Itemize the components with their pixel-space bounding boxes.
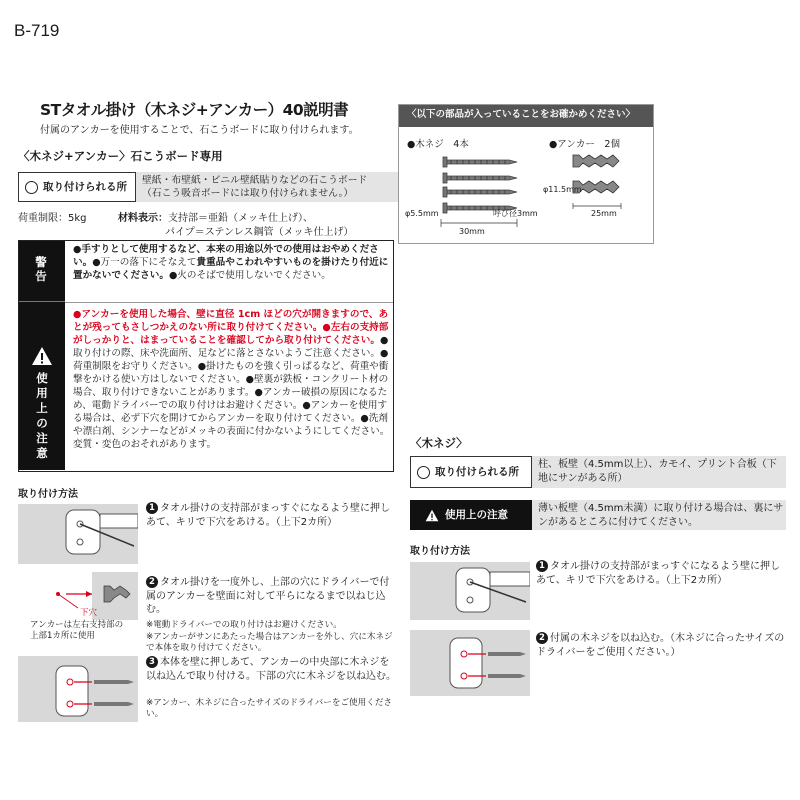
howto-right-heading: 取り付け方法 — [410, 546, 470, 557]
warning-sidebar — [19, 241, 65, 470]
screw-illustration-icon — [439, 153, 549, 217]
right-step2-text: 付属の木ネジを以ね込む。（木ネジに合ったサイズのドライバーをご使用ください。） — [536, 633, 785, 658]
mokuneji-caution-label-box — [410, 500, 532, 530]
document-title: STタオル掛け（木ネジ+アンカー）40説明書 — [40, 101, 349, 119]
anchor-section-heading: 〈木ネジ+アンカー〉石こうボード専用 — [18, 149, 223, 163]
install-text-line-1: 壁紙・布壁紙・ビニル壁紙貼りなどの石こうボード — [142, 175, 368, 186]
warning-divider — [19, 301, 65, 302]
dim-screw-diameter: φ5.5mm — [405, 209, 439, 218]
caution-triangle-icon — [425, 509, 439, 522]
step-number: 1 — [536, 560, 548, 572]
screw-install-icon — [410, 630, 530, 696]
parts-box — [398, 104, 654, 244]
document-subtitle: 付属のアンカーを使用することで、石こうボードに取り付けられます。 — [40, 125, 359, 136]
shita-ana-label: 下穴 — [80, 608, 98, 618]
step2-note-a: ※電動ドライバーでの取り付けはお避けください。 — [146, 620, 342, 630]
anchor-install-row — [18, 172, 398, 202]
anchor-note-line-2: 上部1カ所に使用 — [30, 631, 95, 642]
howto-left-step2 — [146, 576, 396, 617]
mokuneji-caution-row — [410, 500, 786, 530]
mokuneji-install-text: 柱、板壁（4.5mm以上）、カモイ、プリント合板（下地にサンがある所） — [538, 459, 777, 484]
step2-text: タオル掛けを一度外し、上部の穴にドライバーで付属のアンカーを壁面に対して平らになるまで以ねじ込む。 — [146, 577, 390, 616]
warning-tail: ●火のそばで使用しないでください。 — [168, 270, 331, 282]
right-step1-text: タオル掛けの支持部がまっすぐになるよう壁に押しあて、キリで下穴をあける。（上下2カ所） — [536, 561, 780, 586]
step1-illustration — [18, 504, 138, 564]
screw-install-icon — [18, 656, 138, 722]
howto-right-step2 — [536, 632, 786, 659]
mokuneji-install-label: 取り付けられる所 — [435, 465, 519, 478]
material-label: 材料表示： — [118, 213, 168, 224]
howto-left-step3 — [146, 656, 396, 683]
install-label: 取り付けられる所 — [43, 180, 127, 193]
step-number: 2 — [536, 632, 548, 644]
dim-call-diameter: 呼び径3mm — [493, 209, 538, 218]
step3-note: ※アンカー、木ネジに合ったサイズのドライバーをご使用ください。 — [146, 698, 393, 720]
warning-label: 警告 — [35, 255, 47, 283]
screw-label: ●木ネジ 4本 — [407, 139, 469, 150]
dim-anchor-length: 25mm — [591, 209, 617, 218]
anchor-label: ●アンカー 2個 — [549, 139, 620, 150]
warning-bold-2: 貴重品やこわれやすいものを掛けたり付近に置かないでください。 — [73, 257, 389, 282]
step1-text: タオル掛けの支持部がまっすぐになるよう壁に押しあて、キリで下穴をあける。（上下2カ所） — [146, 503, 390, 528]
step3-illustration — [18, 656, 138, 722]
warning-box — [18, 240, 394, 472]
right-step1-illustration — [410, 562, 530, 620]
caution-red-text: ●アンカーを使用した場合、壁に直径 1cm ほどの穴が開きますので、あとが残ってもさしつかえのない所に取り付けてください。●左右の支持部がしっかりと、はまっていることを確認してから取り付けてください。 — [73, 309, 389, 347]
mokuneji-caution-label: 使用上の注意 — [445, 508, 508, 521]
dimension-line-icon — [439, 219, 519, 227]
caution-text — [73, 308, 391, 452]
caution-label: 使用上の注意 — [36, 371, 48, 460]
howto-right-step1 — [536, 560, 786, 587]
anchor-dimension-line-icon — [571, 203, 623, 209]
anchor-position-note — [30, 620, 140, 642]
material-line-2: パイプ＝ステンレス鋼管（メッキ仕上げ） — [165, 227, 354, 238]
circle-ok-icon — [417, 466, 430, 479]
caution-rest-text: ●取り付けの際、床や洗面所、足などに落とさないようご注意ください。●荷重制限をお守りください。●掛けたものを強く引っぱるなど、荷重や衝撃をかける使い方はしないでください。●壁裏が鉄板・コンクリート材の場合、取り付けできないことがあります。●アンカー破損の原因になるため、電動ドライバーでの取り付けはお避けください。●アンカーを使用する場合は、必ず下穴を開けてからアンカーを取り付けてください。●洗剤や漂白剤、シンナーなどがメッキの表面に付かないようにしてください。変質・変色のおそれがあります。 — [73, 335, 390, 451]
install-text — [142, 175, 367, 200]
circle-ok-icon — [25, 181, 38, 194]
step-number: 1 — [146, 502, 158, 514]
bracket-drill-icon — [410, 562, 530, 620]
product-code: B-719 — [14, 21, 60, 40]
step3-text: 本体を壁に押しあて、アンカーの中央部に木ネジを以ね込んで取り付ける。下部の穴に木ネジを以ね込む。 — [146, 657, 396, 682]
mokuneji-heading: 〈木ネジ〉 — [410, 436, 468, 450]
warning-mid: ●万一の落下にそなえて — [92, 257, 197, 269]
warning-separator — [65, 302, 393, 303]
bracket-drill-icon — [18, 504, 138, 564]
dim-screw-length: 30mm — [459, 227, 485, 236]
anchor-illustration-icon — [569, 153, 629, 207]
step2-note-b: ※アンカーがサンにあたった場合はアンカーを外し、穴に木ネジで本体を取り付けてください。 — [146, 632, 393, 654]
install-label-box — [18, 172, 136, 202]
mokuneji-install-row — [410, 456, 786, 488]
install-text-line-2: （石こう吸音ボードには取り付けられません。） — [142, 187, 354, 199]
load-limit: 荷重制限：5kg — [18, 213, 87, 224]
warning-bold-1: ●手すりとして使用するなど、本来の用途以外での使用はおやめください。 — [73, 244, 379, 269]
warning-text — [73, 243, 391, 282]
dim-anchor-diameter: φ11.5mm — [543, 185, 582, 194]
mokuneji-caution-text: 薄い板壁（4.5mm未満）に取り付ける場合は、裏にサンがあるところに付けてください。 — [538, 503, 784, 528]
howto-left-heading: 取り付け方法 — [18, 489, 78, 500]
caution-triangle-icon — [31, 346, 53, 366]
mokuneji-install-label-box — [410, 456, 532, 488]
anchor-note-line-1: アンカーは左右支持部の — [30, 620, 124, 630]
material-info — [118, 212, 313, 226]
howto-left-step1 — [146, 502, 396, 529]
step-number: 2 — [146, 576, 158, 588]
parts-heading: 〈以下の部品が入っていることをお確かめください〉 — [399, 105, 653, 127]
material-line-1: 支持部＝亜鉛（メッキ仕上げ）、 — [168, 213, 313, 224]
right-step2-illustration — [410, 630, 530, 696]
step-number: 3 — [146, 656, 158, 668]
